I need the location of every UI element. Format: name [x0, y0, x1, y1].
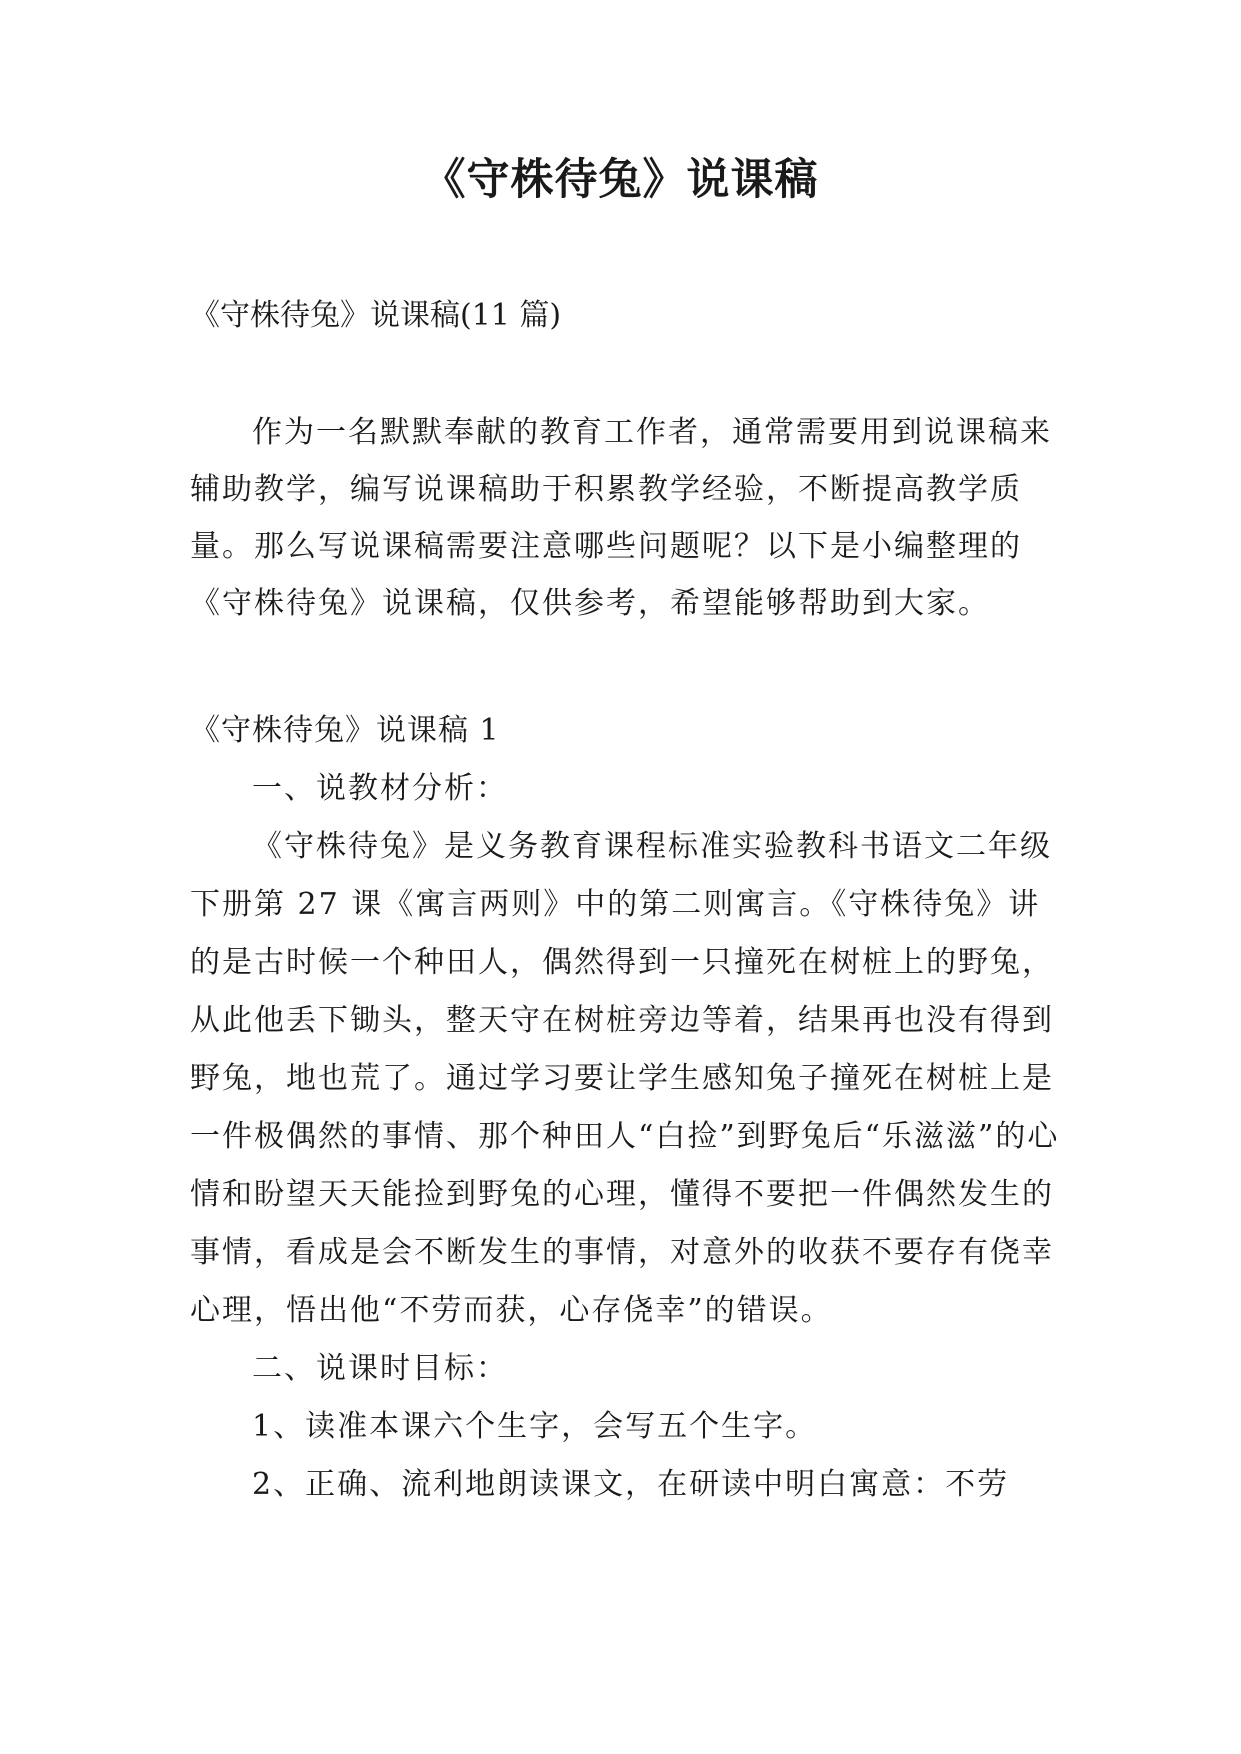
part-1-paragraph: 《守株待兔》是义务教育课程标准实验教科书语文二年级下册第 27 课《寓言两则》中的第二则寓言。《守株待兔》讲的是古时候一个种田人，偶然得到一只撞死在树桩上的野兔，从此他丢下锄头，整天守在树桩旁边等着，结果再也没有得到野兔，地也荒了。通过学习要让学生感知兔子撞死在树桩上是一件极偶然的事情、那个种田人“白捡”到野兔后“乐滋滋”的心情和盼望天天能捡到野兔的心理，懂得不要把一件偶然发生的事情，看成是会不断发生的事情，对意外的收获不要存有侥幸心理，悟出他“不劳而获，心存侥幸”的错误。 — [190, 829, 1060, 1328]
goal-item-1: 1、读准本课六个生字，会写五个生字。 — [252, 1409, 818, 1444]
section-heading: 《守株待兔》说课稿 1 — [190, 713, 500, 748]
part-1-title: 一、说教材分析： — [252, 771, 508, 806]
section-1 — [190, 702, 1060, 1514]
goal-item-2: 2、正确、流利地朗读课文，在研读中明白寓意：不劳 — [252, 1467, 1010, 1502]
part-2-title: 二、说课时目标： — [252, 1351, 508, 1386]
intro-paragraph: 作为一名默默奉献的教育工作者，通常需要用到说课稿来辅助教学，编写说课稿助于积累教学经验，不断提高教学质量。那么写说课稿需要注意哪些问题呢？以下是小编整理的《守株待兔》说课稿，仅供参考，希望能够帮助到大家。 — [190, 415, 1052, 621]
document-title: 《守株待兔》说课稿 — [422, 155, 819, 205]
intro-block — [190, 404, 1060, 632]
document-subtitle: 《守株待兔》说课稿(11 篇) — [190, 298, 562, 333]
